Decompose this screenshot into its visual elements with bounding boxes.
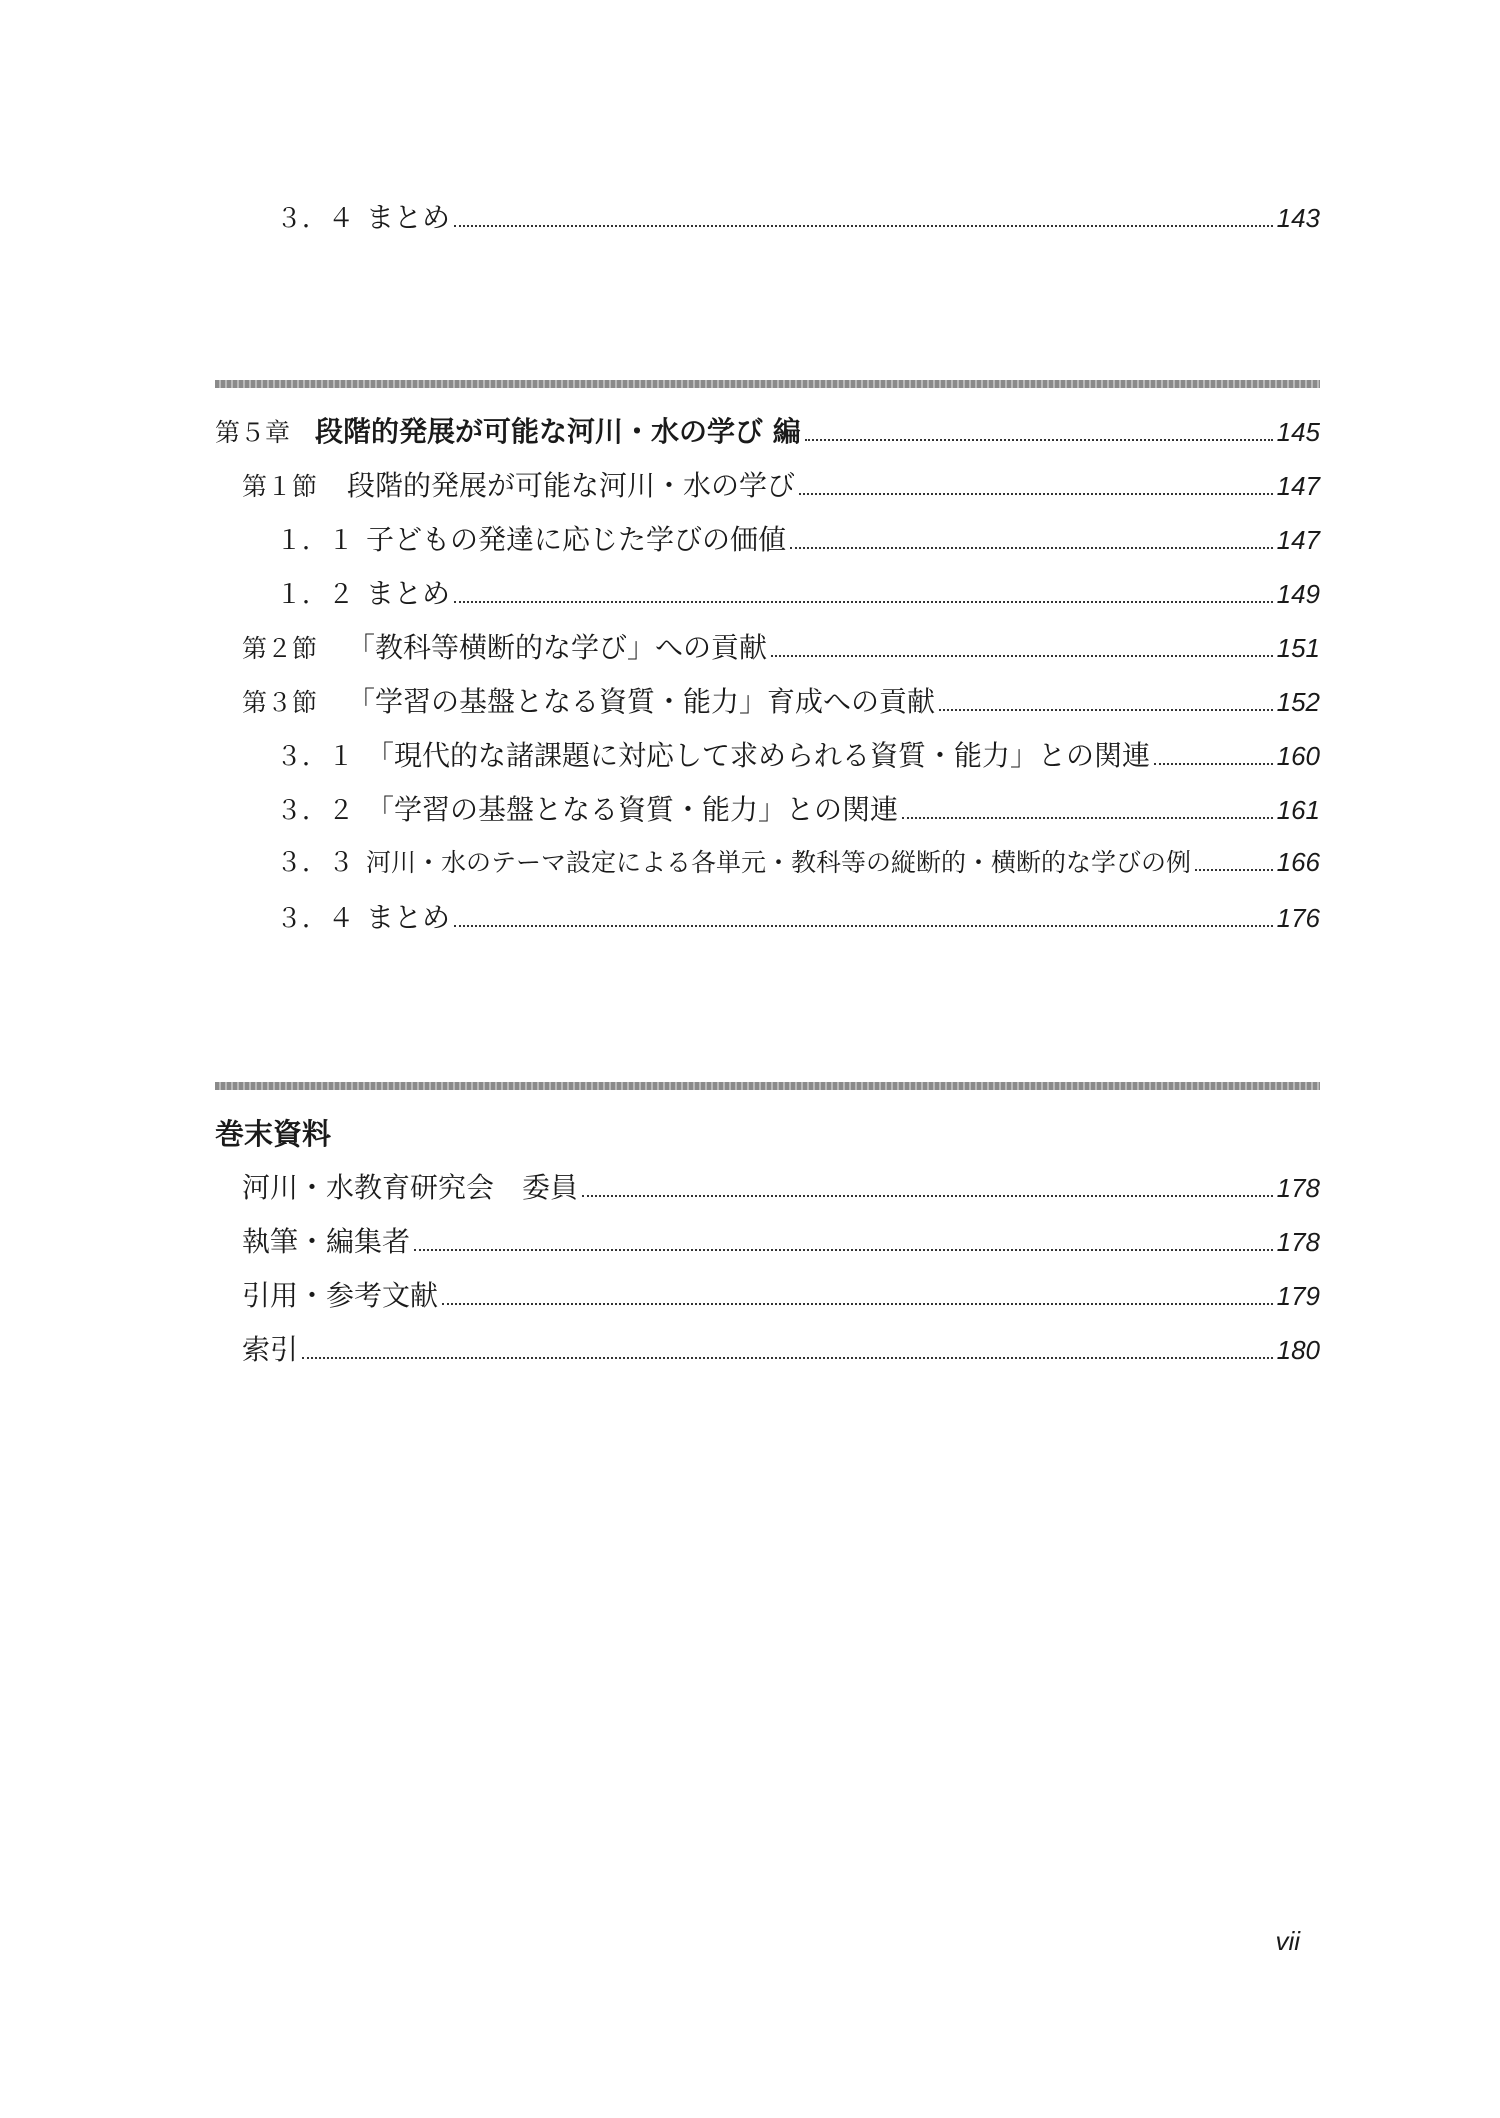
entry-page: 178 (1276, 1227, 1320, 1257)
dot-leader (902, 816, 1273, 819)
entry-number: ３．２ (276, 796, 355, 826)
entry-title: 索引 (242, 1333, 299, 1366)
section-divider (215, 380, 1320, 388)
toc-appendix-index[interactable] (242, 1328, 1320, 1368)
entry-title: 河川・水教育研究会 委員 (242, 1171, 579, 1204)
dot-leader (582, 1194, 1273, 1197)
entry-page: 161 (1276, 795, 1320, 825)
entry-title: 引用・参考文献 (242, 1279, 439, 1312)
entry-page: 147 (1276, 525, 1320, 555)
toc-appendix-references[interactable] (242, 1274, 1320, 1314)
chapter-label: 第５章 (215, 418, 291, 447)
toc-chapter-5[interactable] (215, 410, 1320, 450)
entry-title: 「学習の基盤となる資質・能力」との関連 (366, 793, 899, 826)
dot-leader (771, 654, 1273, 657)
entry-number: ３．３ (276, 848, 355, 878)
dot-leader (790, 546, 1273, 549)
toc-entry-3-4-prev[interactable] (276, 196, 1320, 236)
entry-number: １．１ (276, 526, 355, 556)
entry-page: 143 (1276, 203, 1320, 233)
chapter-page: 145 (1276, 417, 1320, 447)
entry-number: ３．４ (276, 904, 355, 934)
section-title: 「教科等横断的な学び」への貢献 (347, 631, 768, 664)
dot-leader (442, 1302, 1273, 1305)
entry-title: 「現代的な諸課題に対応して求められる資質・能力」との関連 (366, 739, 1151, 772)
toc-entry-3-2[interactable] (276, 788, 1320, 828)
entry-title: 執筆・編集者 (242, 1225, 411, 1258)
dot-leader (454, 600, 1273, 603)
entry-page: 180 (1276, 1335, 1320, 1365)
page-folio: vii (1275, 1926, 1300, 1956)
section-label: 第１節 (242, 472, 318, 501)
dot-leader (799, 492, 1273, 495)
dot-leader (454, 224, 1273, 227)
toc-entry-3-3[interactable] (276, 842, 1320, 882)
toc-appendix-authors[interactable] (242, 1220, 1320, 1260)
dot-leader (302, 1356, 1273, 1359)
dot-leader (414, 1248, 1273, 1251)
toc-section-3[interactable] (242, 680, 1320, 720)
toc-section-2[interactable] (242, 626, 1320, 666)
entry-title: まとめ (366, 577, 451, 610)
toc-appendix-committee[interactable] (242, 1166, 1320, 1206)
entry-page: 149 (1276, 579, 1320, 609)
entry-title: 子どもの発達に応じた学びの価値 (366, 523, 787, 556)
entry-number: ３．１ (276, 742, 355, 772)
section-page: 152 (1276, 687, 1320, 717)
dot-leader (1195, 868, 1273, 871)
entry-page: 166 (1276, 847, 1320, 877)
section-page: 151 (1276, 633, 1320, 663)
entry-number: ３．４ (276, 204, 355, 234)
section-divider (215, 1082, 1320, 1090)
chapter-title: 段階的発展が可能な河川・水の学び 編 (315, 415, 801, 448)
entry-title: まとめ (366, 201, 451, 234)
entry-title: 河川・水のテーマ設定による各単元・教科等の縦断的・横断的な学びの例 (366, 848, 1192, 877)
section-title: 段階的発展が可能な河川・水の学び (347, 469, 796, 502)
toc-section-1[interactable] (242, 464, 1320, 504)
section-page: 147 (1276, 471, 1320, 501)
toc-entry-3-1[interactable] (276, 734, 1320, 774)
entry-page: 178 (1276, 1173, 1320, 1203)
dot-leader (939, 708, 1273, 711)
toc-entry-1-1[interactable] (276, 518, 1320, 558)
entry-page: 176 (1276, 903, 1320, 933)
entry-title: まとめ (366, 901, 451, 934)
toc-entry-3-4[interactable] (276, 896, 1320, 936)
appendix-heading: 巻末資料 (215, 1117, 332, 1151)
dot-leader (805, 438, 1273, 441)
dot-leader (1154, 762, 1273, 765)
entry-page: 160 (1276, 741, 1320, 771)
toc-entry-1-2[interactable] (276, 572, 1320, 612)
section-label: 第３節 (242, 688, 318, 717)
entry-page: 179 (1276, 1281, 1320, 1311)
dot-leader (454, 924, 1273, 927)
section-title: 「学習の基盤となる資質・能力」育成への貢献 (347, 685, 936, 718)
section-label: 第２節 (242, 634, 318, 663)
entry-number: １．２ (276, 580, 355, 610)
